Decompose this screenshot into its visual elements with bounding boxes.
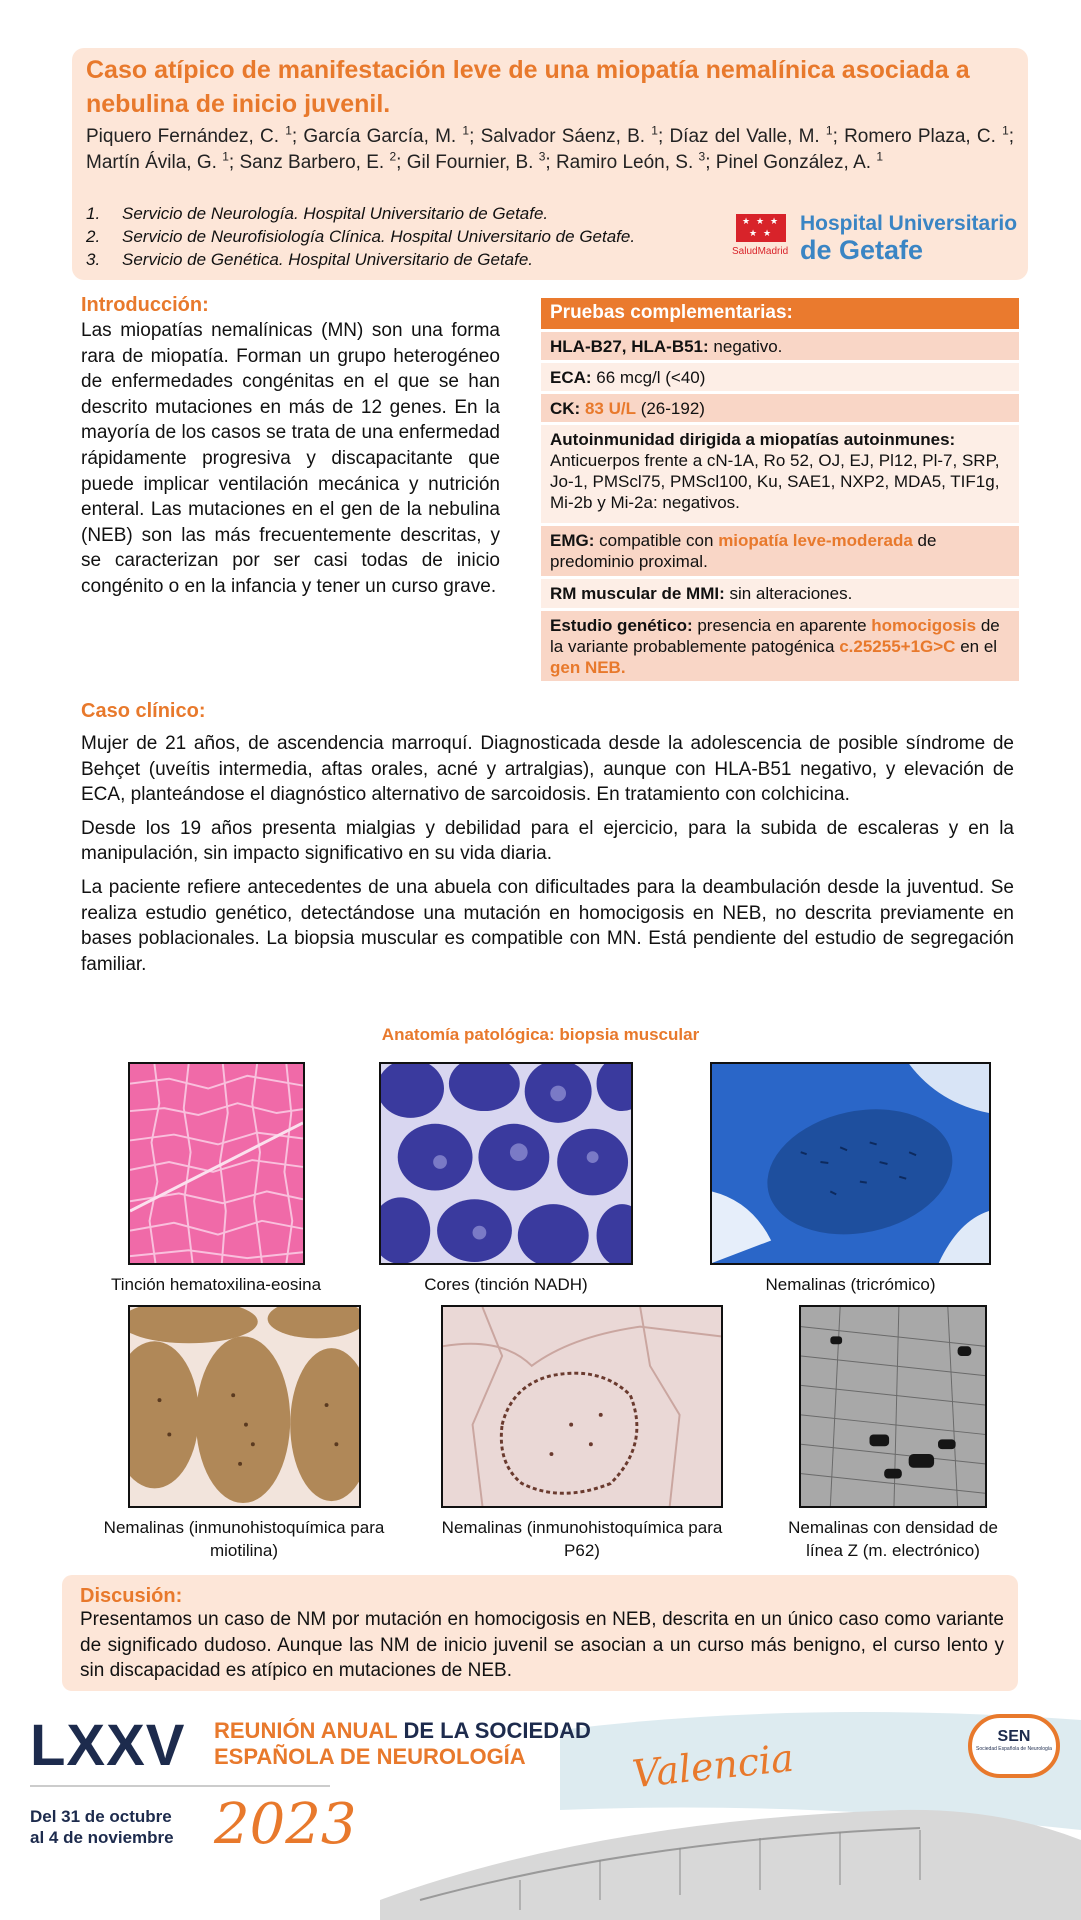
author-list: Piquero Fernández, C. $^1$; García García, M. $^1$; Salvador Sáenz, B. $^1$; Díaz del Valle, M. $^1$; Romero Plaza, C. $^1$; Martín Ávila, G. $^1$; Sanz Barbero, E. $^2$; Gil Fournier, B. $^3$; Ramiro León, S. $^3$; Pinel González, A. $^1$ — [86, 123, 1015, 173]
case-text — [81, 731, 1014, 985]
author: Romero Plaza, C. — [844, 126, 996, 147]
pathology-title: Anatomía patológica: biopsia muscular — [381, 1025, 700, 1044]
test-ck: CK: 83 U/L (26-192) — [541, 394, 1019, 422]
author: Díaz del Valle, M. — [669, 126, 820, 147]
test-emg: EMG: compatible con miopatía leve-moderada de predominio proximal. — [541, 526, 1019, 576]
case-paragraph: La paciente refiere antecedentes de una abuela con dificultades para la deambulación desde la juventud. Se realiza estudio genético, detectándose una mutación en homocigosis en NEB, no descrita previamente en bases poblacionales. La biopsia muscular es compatible con MN. Está pendiente del estudio de segregación familiar. — [81, 876, 1014, 975]
affiliation-list — [86, 202, 635, 271]
conference-footer — [0, 1700, 1081, 1920]
comunidad-madrid-flag-icon: ★ ★ ★ ★ ★ SaludMadrid — [732, 216, 789, 257]
meeting-year: 2023 — [214, 1792, 357, 1857]
author: Ramiro León, S. — [555, 152, 694, 173]
author: García García, M. — [303, 126, 457, 147]
affiliation: 2. Servicio de Neurofisiología Clínica. Hospital Universitario de Getafe. — [86, 227, 636, 246]
author: Gil Fournier, B. — [406, 152, 534, 173]
author: Salvador Sáenz, B. — [480, 126, 646, 147]
complementary-tests-table — [541, 298, 1019, 681]
case-paragraph: Desde los 19 años presenta mialgias y debilidad para el ejercicio, para la subida de escaleras y en la manipulación, sin impacto significativo en su vida diaria. — [81, 817, 1014, 865]
myotilin-ihc-image — [128, 1305, 361, 1508]
meeting-dates: Del 31 de octubre al 4 de noviembre — [30, 1807, 174, 1847]
test-rm: RM muscular de MMI: sin alteraciones. — [541, 579, 1019, 608]
header-box — [72, 48, 1028, 280]
affiliation: 3. Servicio de Genética. Hospital Universitario de Getafe. — [86, 250, 534, 269]
hospital-logo — [732, 211, 1017, 263]
affiliation: 1. Servicio de Neurología. Hospital Universitario de Getafe. — [86, 204, 549, 223]
test-autoimmunity: Autoinmunidad dirigida a miopatías autoinmunes: Anticuerpos frente a cN-1A, Ro 52, OJ, EJ, Pl12, Pl-7, SRP, Jo-1, PMScl75, PMScl100, Ku, SAE1, NXP2, MDA5, TIF1g, Mi-2b y Mi-2a: negativos. — [541, 425, 1019, 523]
nadh-stain-image — [379, 1062, 633, 1265]
test-eca: ECA: 66 mcg/l (<40) — [541, 363, 1019, 391]
discussion-box — [62, 1575, 1018, 1691]
electron-microscopy-caption: Nemalinas con densidad de línea Z (m. electrónico) — [788, 1518, 998, 1560]
nadh-stain-caption: Cores (tinción NADH) — [424, 1275, 588, 1294]
p62-ihc-image — [441, 1305, 723, 1508]
trichrome-stain-image — [710, 1062, 991, 1265]
edition-number: LXXV — [30, 1713, 186, 1778]
trichrome-stain-caption: Nemalinas (tricrómico) — [765, 1275, 936, 1294]
he-stain-caption: Tinción hematoxilina-eosina — [110, 1275, 322, 1294]
author: Pinel González, A. — [715, 152, 872, 173]
author: Martín Ávila, G. — [86, 152, 217, 173]
introduction-heading: Introducción: — [81, 294, 209, 316]
meeting-city: Valencia — [630, 1735, 796, 1797]
he-stain-image — [128, 1062, 305, 1265]
myotilin-ihc-caption: Nemalinas (inmunohistoquímica para miotilina) — [103, 1518, 385, 1560]
discussion-text: Presentamos un caso de NM por mutación en homocigosis en NEB, descrita en un único caso como variante de significado dudoso. Aunque las NM de inicio juvenil se asocian a un curso más benigno, el curso lento y sin discapacidad es atípico en mutaciones de NEB. — [80, 1609, 1004, 1682]
hospital-name-line2: de Getafe — [800, 235, 924, 265]
tests-heading: Pruebas complementarias: — [541, 298, 1019, 329]
author: Piquero Fernández, C. — [86, 126, 279, 147]
electron-microscopy-image — [799, 1305, 987, 1508]
case-paragraph: Mujer de 21 años, de ascendencia marroquí. Diagnosticada desde la adolescencia de posible síndrome de Behçet (uveítis intermedia, aftas orales, acné y artralgias), aunque con HLA-B51 negativo, y elevación de ECA, planteándose el diagnóstico alternativo de sarcoidosis. En tratamiento con colchicina. — [81, 733, 1014, 806]
meeting-name: REUNIÓN ANUAL DE LA SOCIEDAD ESPAÑOLA DE NEUROLOGÍA — [214, 1718, 591, 1769]
p62-ihc-caption: Nemalinas (inmunohistoquímica para P62) — [441, 1518, 723, 1560]
poster-title: Caso atípico de manifestación leve de una miopatía nemalínica asociada a nebulina de inicio juvenil. — [86, 56, 970, 118]
case-heading: Caso clínico: — [81, 700, 206, 722]
hospital-name-line1: Hospital Universitario — [800, 212, 1018, 235]
test-genetic: Estudio genético: presencia en aparente homocigosis de la variante probablemente patogénica c.25255+1G>C en el gen NEB. — [541, 611, 1019, 681]
author: Sanz Barbero, E. — [239, 152, 385, 173]
introduction-text: Las miopatías nemalínicas (MN) son una forma rara de miopatía. Forman un grupo heterogéneo de enfermedades congénitas en el que se han descrito mutaciones en más de 12 genes. En la mayoría de los casos se trata de una enfermedad rápidamente progresiva y discapacitante que puede implicar ventilación mecánica y nutrición enteral. Las mutaciones en el gen de la nebulina (NEB) son las más frecuentemente descritas, y se caracterizan por ser casi todas de inicio congénito o en la infancia y tener un curso grave. — [81, 320, 500, 597]
sen-logo: SEN Sociedad Española de Neurología — [968, 1714, 1060, 1778]
discussion-heading: Discusión: — [80, 1585, 183, 1607]
test-hla: HLA-B27, HLA-B51: negativo. — [541, 332, 1019, 360]
